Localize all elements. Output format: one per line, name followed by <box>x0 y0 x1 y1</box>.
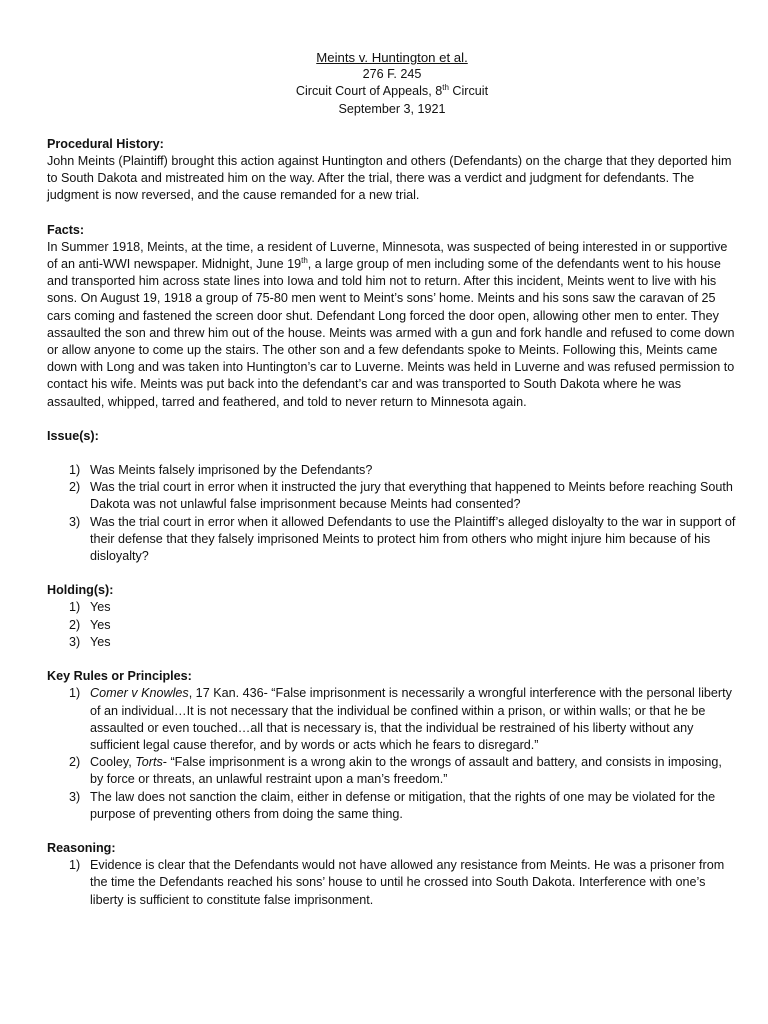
reasoning-list <box>47 857 737 909</box>
rule-text: - “False imprisonment is a wrong akin to the wrongs of assault and battery, and consists in imposing, by force or threats, an unlawful restraint upon a man’s freedom.” <box>90 755 722 787</box>
case-citation: 276 F. 245 <box>362 67 422 82</box>
holding-item <box>47 634 737 651</box>
issue-item <box>47 514 737 566</box>
holding-number: 2) <box>69 617 81 632</box>
rule-text: The law does not sanction the claim, either in defense or mitigation, that the rights of one may be violated for the purpose of preventing others from doing the same thing. <box>90 789 716 821</box>
reasoning-number: 1) <box>69 858 81 873</box>
reasoning-heading: Reasoning: <box>47 840 116 855</box>
rule-author: Cooley, <box>90 755 136 770</box>
procedural-history-section <box>47 136 737 205</box>
rule-item <box>47 685 737 754</box>
rule-text: , 17 Kan. 436- “False imprisonment is necessarily a wrongful interference with the personal liberty of an individual…It is not necessary that the individual be confined within a prison, or within walls; or that he be assaulted or even touched…all that is necessary is, that the individual be restrained of his liberty without any sufficient legal cause therefor, and by words or acts which he fears to disregard.” <box>90 686 732 752</box>
facts-section <box>47 222 737 411</box>
case-title: Meints v. Huntington et al. <box>316 50 468 65</box>
issue-number: 3) <box>69 514 81 529</box>
holding-item <box>47 599 737 616</box>
rule-item <box>47 789 737 823</box>
reasoning-section <box>47 840 737 909</box>
issue-item <box>47 479 737 513</box>
rules-section <box>47 668 737 823</box>
holding-text: Yes <box>90 617 111 632</box>
holdings-heading: Holding(s): <box>47 583 114 598</box>
rules-heading: Key Rules or Principles: <box>47 669 192 684</box>
rules-list <box>47 685 737 823</box>
issue-number: 2) <box>69 480 81 495</box>
rule-work-title: Torts <box>135 755 163 770</box>
facts-text-part-2: , a large group of men including some of the defendants went to his house and transported him across state lines into Iowa and told him not to return. After this incident, Meints went to live with his sons. On August 19, 1918 a group of 75-80 men went to Meint’s sons’ home. Meints and his sons saw the caravan of 25 cars coming and fastened the screen door shut. Defendant Long forced the door open, allowing other men to enter. They assaulted the son and threw him out of the house. Meints was armed with a gun and fork handle and refused to come down or allow anyone to come up the stairs. The other son and a few defendants spoke to Meints. Following this, Meints came down with Long and was taken into Huntington’s car to Luverne. Meints was held in Luverne and was refused permission to contact his wife. Meints was put back into the defendant’s car and was transported to South Dakota where he was assaulted, whipped, tarred and feathered, and told to never return to Minnesota again. <box>47 257 735 409</box>
procedural-history-text: John Meints (Plaintiff) brought this action against Huntington and others (Defendants) on the charge that they deported him to South Dakota and mistreated him on the way. After the trial, there was a verdict and judgment for defendants. The judgment is now reversed, and the cause remanded for a new trial. <box>47 154 732 203</box>
facts-heading: Facts: <box>47 222 85 237</box>
holding-number: 1) <box>69 600 81 615</box>
holdings-list <box>47 599 737 651</box>
issue-text: Was the trial court in error when it allowed Defendants to use the Plaintiff’s alleged disloyalty to the war in support of their defense that they falsely imprisoned Meints to protect him from others who might injure him because of his disloyalty? <box>90 514 736 564</box>
rule-case-name: Comer v Knowles <box>90 686 189 701</box>
court-suffix: Circuit <box>448 84 489 99</box>
holdings-section <box>47 582 737 651</box>
holding-number: 3) <box>69 634 81 649</box>
issue-item <box>47 462 737 479</box>
issues-heading: Issue(s): <box>47 428 99 443</box>
court-ordinal-suffix: th <box>442 83 449 93</box>
holding-text: Yes <box>90 600 111 615</box>
court-prefix: Circuit Court of Appeals, 8 <box>295 84 443 99</box>
facts-ordinal-suffix: th <box>301 255 308 265</box>
reasoning-text: Evidence is clear that the Defendants would not have allowed any resistance from Meints. He was a prisoner from the time the Defendants reached his sons’ house to until he crossed into South Dakota. Interference with one’s liberty is sufficient to constitute false imprisonment. <box>90 858 725 907</box>
rule-item <box>47 754 737 788</box>
facts-text <box>47 239 737 411</box>
court-name <box>47 83 737 100</box>
issue-text: Was Meints falsely imprisoned by the Defendants? <box>90 463 373 478</box>
rule-number: 2) <box>69 755 81 770</box>
case-header <box>47 49 737 118</box>
issue-text: Was the trial court in error when it instructed the jury that everything that happened to Meints before reaching South Dakota was not unlawful false imprisonment because Meints had consented? <box>90 480 733 512</box>
reasoning-item <box>47 857 737 909</box>
procedural-history-heading: Procedural History: <box>47 136 164 151</box>
rule-number: 3) <box>69 789 81 804</box>
decision-date: September 3, 1921 <box>338 101 446 116</box>
issues-list <box>47 462 737 565</box>
issue-number: 1) <box>69 463 81 478</box>
holding-text: Yes <box>90 634 111 649</box>
rule-number: 1) <box>69 686 81 701</box>
facts-text-part-1: In Summer 1918, Meints, at the time, a resident of Luverne, Minnesota, was suspected of being interested in or supportive of an anti-WWI newspaper. Midnight, June 19 <box>47 239 728 272</box>
case-brief <box>47 49 737 926</box>
holding-item <box>47 617 737 634</box>
issues-section <box>47 428 737 565</box>
